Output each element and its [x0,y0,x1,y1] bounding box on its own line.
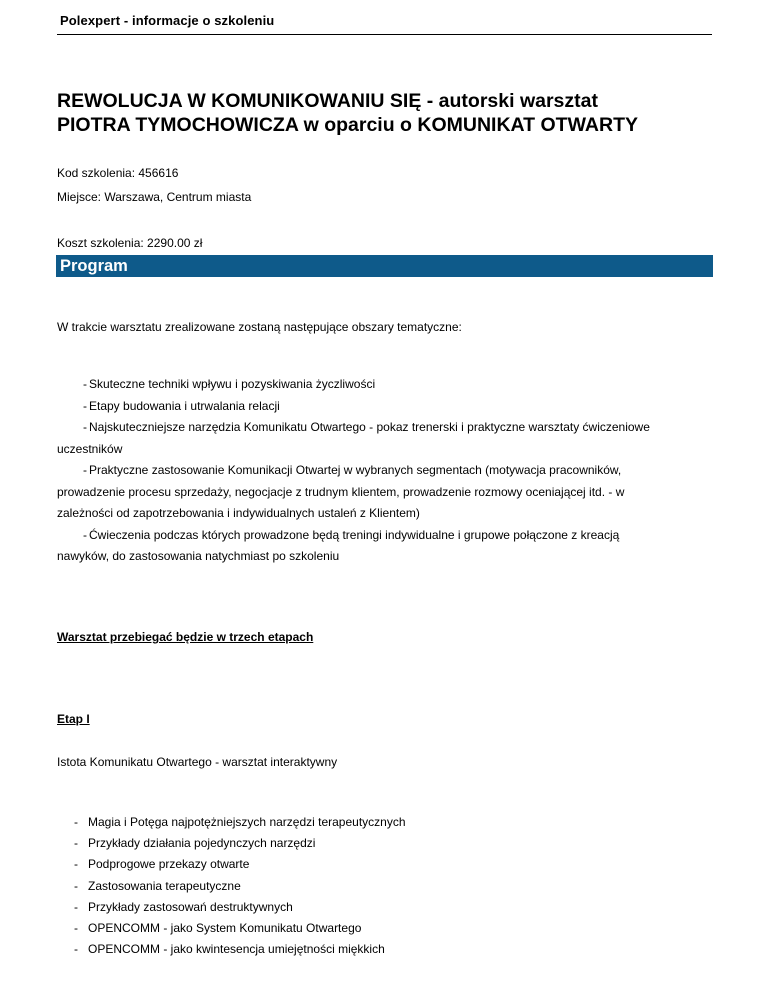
list-item [57,854,406,875]
bullet-dash: - [83,420,87,434]
program-bullets [57,374,707,568]
bullet-dash: - [83,377,87,391]
bullet-text: Etapy budowania i utrwalania relacji [89,398,280,413]
training-place: Miejsce: Warszawa, Centrum miasta [57,190,252,204]
list-item [57,897,406,918]
bullet-dash: - [74,899,78,914]
list-item [57,939,406,960]
list-item-text: Zastosowania terapeutyczne [88,878,241,893]
list-item [57,876,406,897]
stages-heading: Warsztat przebiegać będzie w trzech etapach [57,630,314,644]
list-item-text: OPENCOMM - jako System Komunikatu Otwartego [88,921,362,936]
section-bar-program [56,255,713,277]
list-item-text: Magia i Potęga najpotężniejszych narzędzi terapeutycznych [88,815,406,829]
stage-1-list [57,812,406,960]
bullet-text: Skuteczne techniki wpływu i pozyskiwania życzliwości [89,377,376,391]
training-code: Kod szkolenia: 456616 [57,166,179,180]
bullet-continuation: prowadzenie procesu sprzedaży, negocjacje z trudnym klientem, prowadzenie rozmowy oceniającej itd. - w [57,484,625,499]
bullet-item [57,460,707,482]
list-item-text: Przykłady zastosowań destruktywnych [88,899,293,914]
bullet-dash: - [74,878,78,893]
bullet-item [57,374,707,396]
training-cost: Koszt szkolenia: 2290.00 zł [57,236,203,250]
bullet-dash: - [74,836,78,851]
page-header [57,8,712,35]
bullet-dash: - [74,857,78,872]
bullet-item [57,525,707,547]
bullet-continuation: zależności od zapotrzebowania i indywidualnych ustaleń z Klientem) [57,506,420,520]
bullet-continuation: uczestników [57,441,123,456]
bullet-text: Ćwieczenia podczas których prowadzone będą treningi indywidualne i grupowe połączone z kreacją [89,527,620,542]
bullet-dash: - [83,463,87,477]
bullet-item [57,396,707,418]
document-title-line-1: REWOLUCJA W KOMUNIKOWANIU SIĘ - autorski warsztat [57,90,598,112]
list-item-text: OPENCOMM - jako kwintesencja umiejętności miękkich [88,942,385,957]
list-item-text: Przykłady działania pojedynczych narzędzi [88,836,316,851]
list-item [57,918,406,939]
stage-1-heading: Etap I [57,712,90,726]
bullet-dash: - [74,815,78,829]
program-intro: W trakcie warsztatu zrealizowane zostaną następujące obszary tematyczne: [57,320,462,334]
section-title: Program [60,257,128,275]
bullet-dash: - [83,398,87,413]
document-title [57,89,717,137]
header-title: Polexpert - informacje o szkoleniu [60,13,275,28]
bullet-item [57,417,707,439]
document-title-line-2: PIOTRA TYMOCHOWICZA w oparciu o KOMUNIKAT OTWARTY [57,114,638,136]
bullet-text: Praktyczne zastosowanie Komunikacji Otwartej w wybranych segmentach (motywacja pracowników, [89,463,622,477]
bullet-dash: - [83,527,87,542]
list-item-text: Podprogowe przekazy otwarte [88,857,250,872]
bullet-dash: - [74,942,78,957]
list-item [57,812,406,833]
bullet-text: Najskuteczniejsze narzędzia Komunikatu Otwartego - pokaz trenerski i praktyczne warsztaty ćwiczeniowe [89,420,650,434]
stage-1-intro: Istota Komunikatu Otwartego - warsztat interaktywny [57,755,338,769]
bullet-continuation: nawyków, do zastosowania natychmiast po szkoleniu [57,549,340,563]
list-item [57,833,406,854]
bullet-dash: - [74,921,78,936]
